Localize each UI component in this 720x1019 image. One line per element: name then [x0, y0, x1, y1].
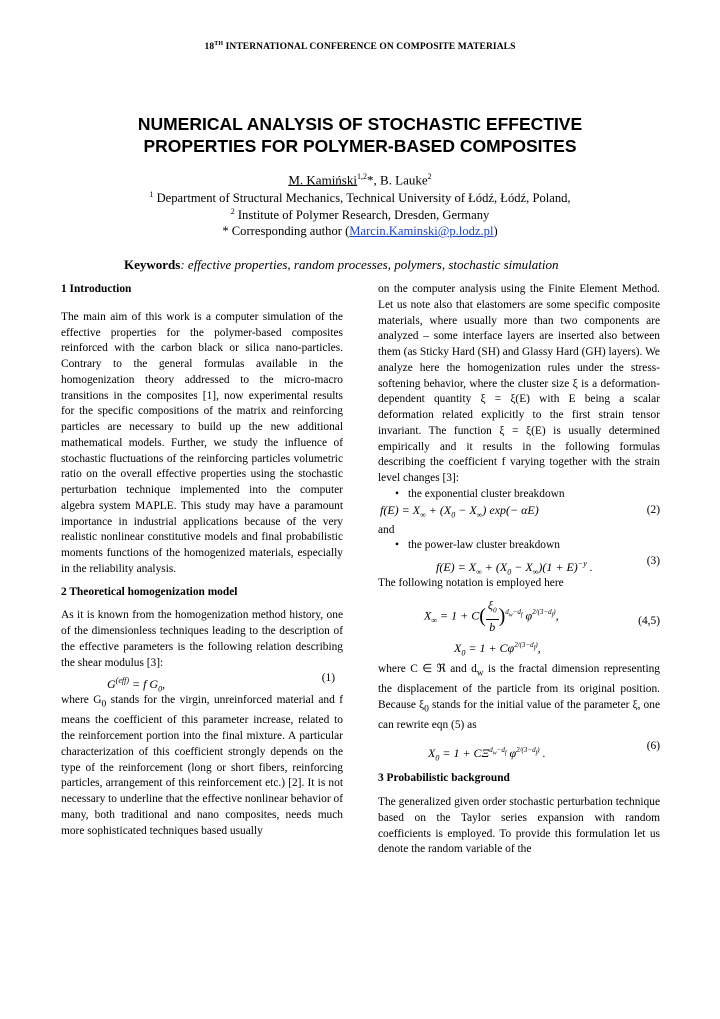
equation-3: $f(E) = X_\infty + (X_0 - X_\infty)(1 + E)^{-y}$ . (3) — [436, 555, 660, 577]
bullet-exponential: • the exponential cluster breakdown — [378, 487, 660, 503]
left-column — [61, 282, 343, 839]
intro-paragraph: The main aim of this work is a computer simulation of the effective properties for the polymer-based composites reinforced with the carbon black or silica nano-particles. Contrary to the general formulas available in the homogenization theory addressed to the micro-macro transitions in the composites [1], now experimental results for the specific compositions of the matrix and reinforcing particles are necessary to build up the new additional mathematical models. Further, we study the influence of stochastic fluctuations of the reinforcing particles volumetric ratio on the overall effective properties using the stochastic perturbation technique implemented into the computer algebra system MAPLE. This study may have a paramount importance in industrial applications because of the very realistic nonlinear constitutive models and final probabilistic moments functions of the homogenized materials, especially in the reliability analysis. — [61, 310, 343, 575]
stress-softening-paragraph: on the computer analysis using the Finite Element Method. Let us note also that elastomers are some specific composite materials, where usually more than two components are analyzed – some interface layers are inserted also between them (as Sticky Hard (SH) and Glassy Hard (GH) layers). We analyze here the homogenization rules under the stress-softening behavior, where the cluster size ξ is a deformation-dependent quantity ξ = ξ(E) with E being a scalar deformation related explicitly to the first strain tensor invariant. The function ξ = ξ(E) is usually determined empirically and it results in the following formulas describing the coefficient f varying together with the strain level changes [3]: — [378, 283, 660, 484]
equation-2: $f(E) = X_\infty + (X_0 - X_\infty)$ exp(− αE) (2) — [380, 502, 660, 519]
corresponding-author: * Corresponding author (Marcin.Kaminski@p.lodz.pl) — [222, 224, 498, 238]
notation-text: The following notation is employed here — [378, 577, 564, 589]
bullet-power-law: • the power-law cluster breakdown — [378, 538, 660, 554]
authors: M. Kamiński$^{1,2}$*, B. Lauke$^2$ — [288, 172, 432, 188]
title-line-2: PROPERTIES FOR POLYMER-BASED COMPOSITES — [143, 136, 577, 156]
coefficient-paragraph: where $G_0$ stands for the virgin, unreinforced material and f means the coefficient of this parameter increase, related to the reinforcement portion into the final mixture. A particular characterization of this coefficient strongly depends on the type of the reinforcement (long or short fibers, reinforcing particles, arrangement of this reinforcement etc.) [2]. It is not necessary to underline that the effective nonlinear behavior of many, both traditional and nano composites, needs much more sophisticated techniques based usually — [61, 694, 343, 837]
conference-header: 18TH INTERNATIONAL CONFERENCE ON COMPOSITE MATERIALS — [204, 41, 516, 53]
equations-4-5: $X_\infty = 1 + C$( $\frac{\xi_0}{b}$ )$^{d_w-d_f}$ $\varphi^{2/(3-d_f)}$, (4,5) $X_0 = 1 + C\varphi^{2/(3-d_f)}$, — [424, 597, 660, 658]
email-link[interactable]: Marcin.Kaminski@p.lodz.pl — [349, 224, 494, 238]
and-text: and — [378, 523, 395, 536]
section-3-heading: 3 Probabilistic background — [378, 772, 510, 785]
keywords: Keywords: effective properties, random processes, polymers, stochastic simulation — [124, 257, 559, 272]
affiliation-2: $^2$ Institute of Polymer Research, Dresden, Germany — [230, 207, 490, 223]
fractal-paragraph: where C ∈ ℜ and $d_w$ is the fractal dimension representing the displacement of the particle from its original position. Because $\xi_0$ stands for the initial value of the parameter ξ, one can rewrite eqn (5) as — [378, 662, 661, 731]
equation-6: $X_0 = 1 + C\Xi^{d_w-d_f}$ $\varphi^{2/(3-d_f)}$ . (6) — [428, 740, 660, 763]
title-line-1: NUMERICAL ANALYSIS OF STOCHASTIC EFFECTIVE — [137, 114, 583, 134]
section-2-heading: 2 Theoretical homogenization model — [61, 585, 238, 598]
paper-title — [60, 113, 660, 157]
homogenization-paragraph: As it is known from the homogenization method history, one of the dimensionless techniques leading to the description of the effective parameters is the following relation describing the shear modulus [3]: — [61, 609, 343, 669]
equation-1: $G^{(eff)} = f$ $G_0$, (1) — [107, 672, 335, 694]
section-1-heading: 1 Introduction — [61, 283, 132, 295]
probabilistic-paragraph: The generalized given order stochastic perturbation technique based on the Taylor series expansion with random coefficients is employed. To provide this formulation let us denote the random variable of the — [378, 796, 660, 856]
affiliation-1: $^1$ Department of Structural Mechanics, Technical University of Łódź, Łódź, Poland, — [149, 190, 571, 206]
right-column — [378, 282, 660, 858]
